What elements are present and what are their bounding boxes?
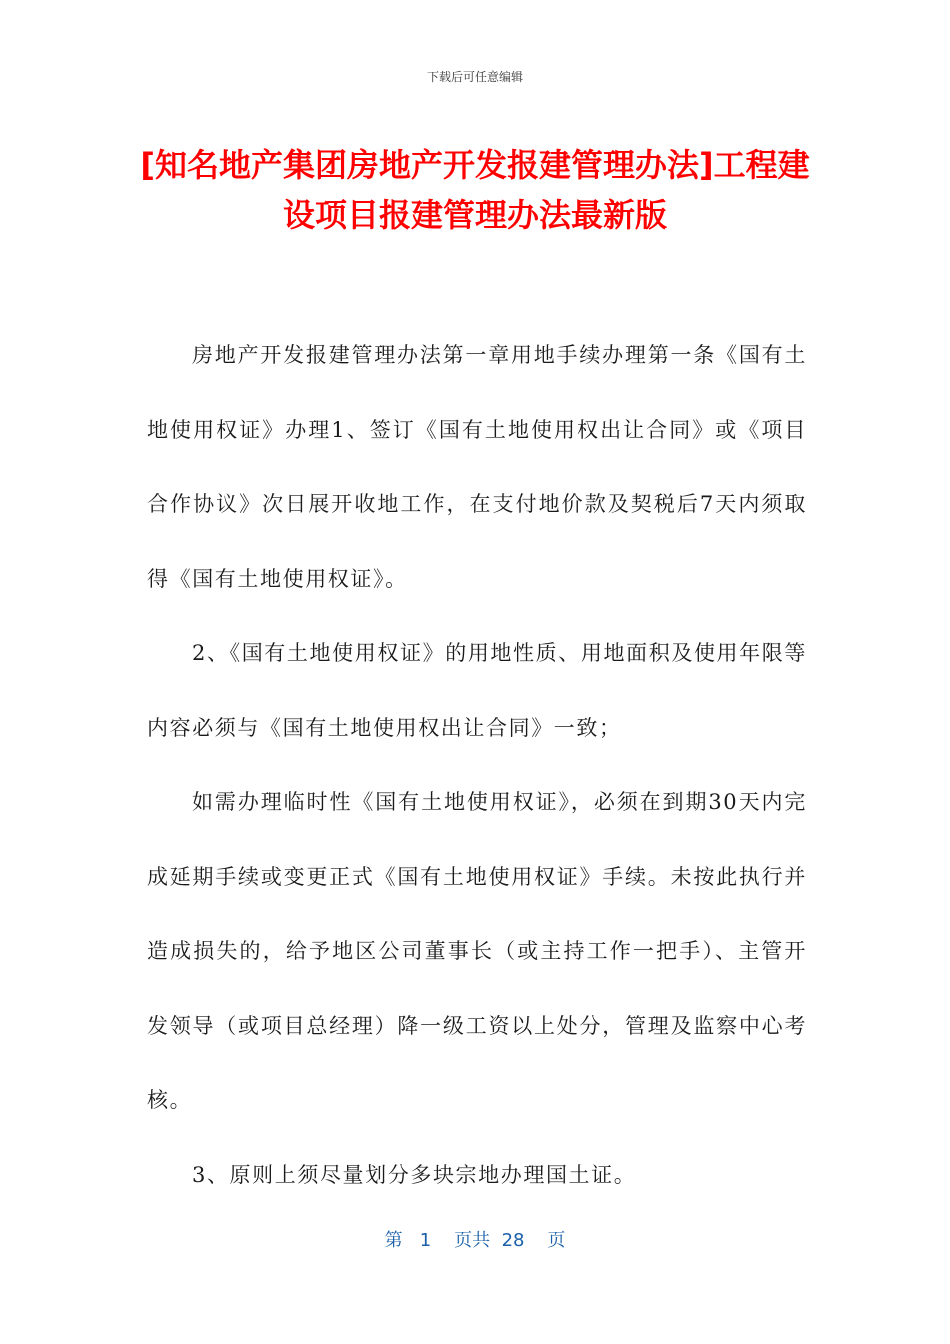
page-suffix: 页 <box>547 1230 566 1251</box>
paragraph-2: 2、《国有土地使用权证》的用地性质、用地面积及使用年限等内容必须与《国有土地使用权出让合同》一致； <box>147 641 807 740</box>
document-body <box>147 318 807 1212</box>
page-middle: 页共 <box>454 1230 491 1251</box>
paragraph-1: 房地产开发报建管理办法第一章用地手续办理第一条《国有土地使用权证》办理1、签订《国有土地使用权出让合同》或《项目合作协议》次日展开收地工作，在支付地价款及契税后7天内须取得《国有土地使用权证》。 <box>147 343 807 591</box>
total-pages: 28 <box>501 1230 525 1251</box>
current-page-number: 1 <box>419 1230 432 1251</box>
paragraph-3: 如需办理临时性《国有土地使用权证》，必须在到期30天内完成延期手续或变更正式《国有土地使用权证》手续。未按此执行并造成损失的，给予地区公司董事长（或主持工作一把手）、主管开发领导（或项目总经理）降一级工资以上处分，管理及监察中心考核。 <box>147 790 807 1112</box>
paragraph-4: 3、原则上须尽量划分多块宗地办理国土证。 <box>192 1162 637 1187</box>
document-title: [知名地产集团房地产开发报建管理办法]工程建设项目报建管理办法最新版 <box>140 146 810 234</box>
page-footer <box>0 1226 950 1252</box>
page-prefix: 第 <box>384 1230 403 1251</box>
header-note: 下载后可任意编辑 <box>426 70 523 84</box>
